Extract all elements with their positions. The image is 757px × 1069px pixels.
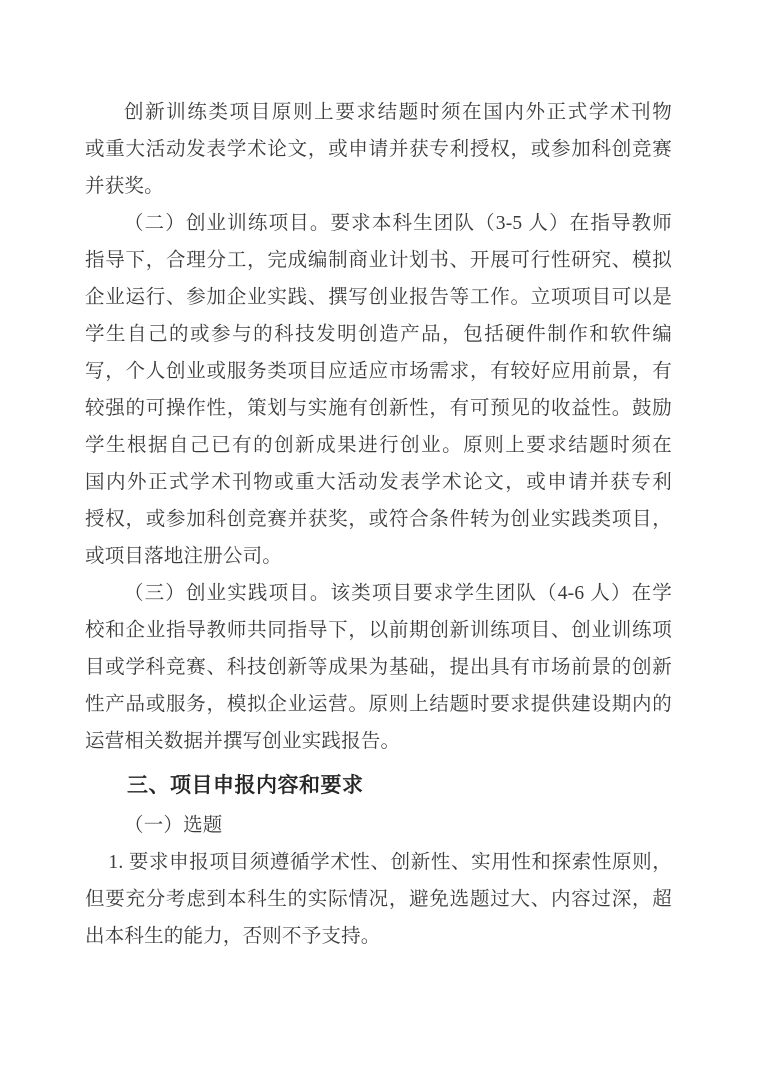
paragraph-line: 或重大活动发表学术论文，或申请并获专利授权，或参加科创竞赛 (85, 139, 672, 160)
paragraph-line: 性产品或服务，模拟企业运营。原则上结题时要求提供建设期内的 (85, 694, 672, 715)
paragraph-line: 或项目落地注册公司。 (85, 546, 283, 567)
paragraph-line: 指导下，合理分工，完成编制商业计划书、开展可行性研究、模拟 (85, 250, 672, 271)
paragraph-line: 创新训练类项目原则上要求结题时须在国内外正式学术刊物 (124, 102, 672, 123)
section-heading: 三、项目申报内容和要求 (127, 774, 364, 797)
paragraph-line: 写，个人创业或服务类项目应适应市场需求，有较好应用前景，有 (85, 361, 672, 382)
paragraph-line: 企业运行、参加企业实践、撰写创业报告等工作。立项项目可以是 (85, 287, 672, 308)
paragraph-line: 但要充分考虑到本科生的实际情况，避免选题过大、内容过深，超 (85, 889, 672, 910)
paragraph-line: 并获奖。 (85, 176, 164, 197)
paragraph-line: 校和企业指导教师共同指导下，以前期创新训练项目、创业训练项 (85, 620, 672, 641)
paragraph-line: （三）创业实践项目。该类项目要求学生团队（4-6 人）在学 (124, 583, 672, 604)
paragraph-line: 国内外正式学术刊物或重大活动发表学术论文，或申请并获专利 (85, 472, 672, 493)
paragraph-line: 出本科生的能力，否则不予支持。 (85, 926, 381, 947)
paragraph-line: 学生自己的或参与的科技发明创造产品，包括硬件制作和软件编 (85, 324, 672, 345)
paragraph-line: 目或学科竞赛、科技创新等成果为基础，提出具有市场前景的创新 (85, 657, 672, 678)
paragraph-line: 1. 要求申报项目须遵循学术性、创新性、实用性和探索性原则， (108, 852, 672, 873)
paragraph-line: （二）创业训练项目。要求本科生团队（3-5 人）在指导教师 (124, 213, 672, 234)
paragraph-line: 运营相关数据并撰写创业实践报告。 (85, 731, 401, 752)
subsection-heading: （一）选题 (124, 815, 223, 836)
paragraph-line: 学生根据自己已有的创新成果进行创业。原则上要求结题时须在 (85, 435, 672, 456)
paragraph-line: 较强的可操作性，策划与实施有创新性，有可预见的收益性。鼓励 (85, 398, 672, 419)
paragraph-line: 授权，或参加科创竞赛并获奖，或符合条件转为创业实践类项目， (85, 509, 672, 530)
